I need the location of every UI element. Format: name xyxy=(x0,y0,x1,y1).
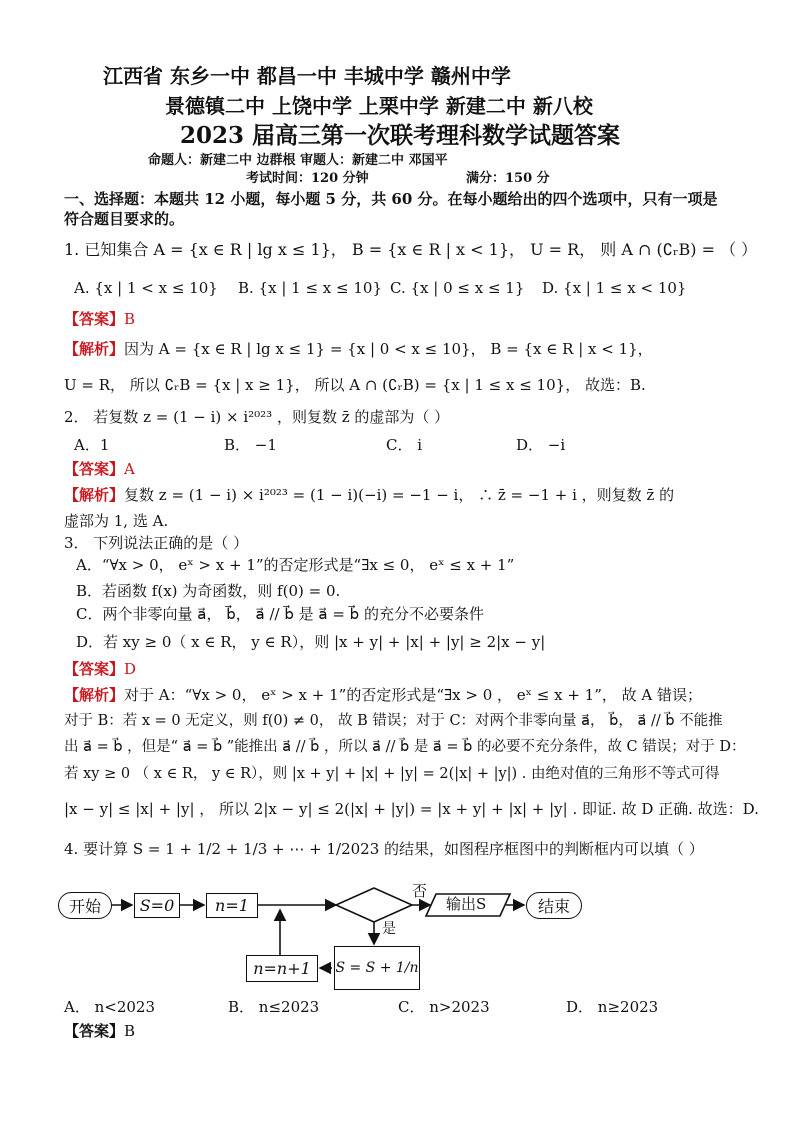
q2-option-a: A．1 xyxy=(74,436,110,454)
q3-option-c: C．两个非零向量 a⃗， b⃗， a⃗ // b⃗ 是 a⃗ = b⃗ 的充分不必要条件 xyxy=(76,605,484,623)
answer-tag: 【答案】 xyxy=(64,310,125,328)
flow-end-terminal: 结束 xyxy=(526,892,582,919)
q1-option-d: D. {x | 1 ≤ x < 10} xyxy=(542,279,687,297)
q3-option-a: A．“∀x > 0， eˣ > x + 1”的否定形式是“∃x ≤ 0， eˣ ≤ x + 1” xyxy=(76,556,515,574)
schools-line-1: 江西省 东乡一中 都昌一中 丰城中学 赣州中学 xyxy=(103,64,511,88)
flow-yes-label: 是 xyxy=(382,921,396,937)
flow-update-s: S = S + 1/n xyxy=(334,946,420,990)
q3-analysis-2: 对于 B：若 x = 0 无定义，则 f(0) ≠ 0， 故 B 错误；对于 C：对两个非零向量 a⃗， b⃗， a⃗ // b⃗ 不能推 xyxy=(64,713,723,729)
q2-analysis-2: 虚部为 1, 选 A. xyxy=(64,512,169,530)
q1-option-c: C. {x | 0 ≤ x ≤ 1} xyxy=(390,279,525,297)
q4-option-a: A． n<2023 xyxy=(64,998,156,1016)
analysis-tag: 【解析】 xyxy=(64,686,125,704)
answer-tag: 【答案】 xyxy=(64,660,125,678)
q3-option-d: D．若 xy ≥ 0（ x ∈ R， y ∈ R），则 |x + y| + |x| + |y| ≥ 2|x − y| xyxy=(76,633,546,651)
flow-no-label: 否 xyxy=(412,882,428,900)
q4-option-d: D． n≥2023 xyxy=(566,998,659,1016)
q2-option-b: B． −1 xyxy=(224,436,277,454)
answer-value: B xyxy=(124,1022,136,1040)
decision-diamond xyxy=(336,888,412,922)
q3-option-b: B．若函数 f(x) 为奇函数，则 f(0) = 0. xyxy=(76,582,341,600)
answer-tag: 【答案】 xyxy=(64,1022,125,1040)
flow-init-s: S=0 xyxy=(134,893,180,918)
flow-update-n: n=n+1 xyxy=(246,955,318,982)
analysis-tag: 【解析】 xyxy=(64,340,125,358)
analysis-text: 对于 A：“∀x > 0， eˣ > x + 1”的否定形式是“∃x > 0 ， eˣ ≤ x + 1”， 故 A 错误； xyxy=(124,686,703,704)
section-heading-line-2: 符合题目要求的。 xyxy=(64,210,185,228)
exam-time: 考试时间：120 分钟 xyxy=(246,171,369,186)
page-title: 2023 届高三第一次联考理科数学试题答案 xyxy=(180,122,621,149)
answer-tag: 【答案】 xyxy=(64,460,125,478)
answer-value: D xyxy=(124,660,137,678)
q1-stem: 1. 已知集合 A = {x ∈ R | lg x ≤ 1}， B = {x ∈ R | x < 1}， U = R， 则 A ∩ (∁ᵣB) = （ ） xyxy=(64,240,758,259)
q3-analysis-4: 若 xy ≥ 0 （ x ∈ R， y ∈ R），则 |x + y| + |x| + |y| = 2(|x| + |y|) . 由绝对值的三角形不等式可得 xyxy=(64,766,720,782)
answer-value: A xyxy=(124,460,135,478)
q4-option-b: B． n≤2023 xyxy=(228,998,320,1016)
q3-stem: 3． 下列说法正确的是（ ） xyxy=(64,534,249,552)
section-heading-line-1: 一、选择题：本题共 12 小题，每小题 5 分，共 60 分。在每小题给出的四个选项中，只有一项是 xyxy=(64,190,718,208)
q1-option-b: B. {x | 1 ≤ x ≤ 10} xyxy=(238,279,382,297)
q4-answer xyxy=(64,1024,135,1039)
answer-value: B xyxy=(124,310,136,328)
flow-init-n: n=1 xyxy=(206,893,258,918)
q1-option-a: A. {x | 1 < x ≤ 10} xyxy=(74,279,218,297)
full-score: 满分：150 分 xyxy=(466,171,550,186)
analysis-tag: 【解析】 xyxy=(64,486,125,504)
q3-analysis-3: 出 a⃗ = b⃗ ，但是“ a⃗ = b⃗ ”能推出 a⃗ // b⃗ ，所以 a⃗ // b⃗ 是 a⃗ = b⃗ 的必要不充分条件，故 C 错误；对于 D： xyxy=(64,739,746,755)
q1-analysis-2: U = R， 所以 ∁ᵣB = {x | x ≥ 1}， 所以 A ∩ (∁ᵣB) = {x | 1 ≤ x ≤ 10}， 故选：B. xyxy=(64,376,646,394)
q4-option-c: C． n>2023 xyxy=(398,998,490,1016)
q2-option-d: D． −i xyxy=(516,436,566,454)
q3-analysis-5: |x − y| ≤ |x| + |y| ， 所以 2|x − y| ≤ 2(|x| + |y|) = |x + y| + |x| + |y| . 即证. 故 D 正确. 故选：D. xyxy=(64,800,759,818)
q4-stem: 4. 要计算 S = 1 + 1/2 + 1/3 + ⋯ + 1/2023 的结果，如图程序框图中的判断框内可以填（ ） xyxy=(64,840,704,858)
q2-stem: 2． 若复数 z = (1 − i) × i²⁰²³ ，则复数 z̄ 的虚部为（ ） xyxy=(64,408,450,426)
analysis-text: 复数 z = (1 − i) × i²⁰²³ = (1 − i)(−i) = −1 − i， ∴ z̄ = −1 + i ，则复数 z̄ 的 xyxy=(124,486,675,504)
q2-option-c: C． i xyxy=(386,436,423,454)
analysis-text: 因为 A = {x ∈ R | lg x ≤ 1} = {x | 0 < x ≤ 10}， B = {x ∈ R | x < 1}， xyxy=(124,340,653,358)
authors-line: 命题人：新建二中 边群根 审题人：新建二中 邓国平 xyxy=(148,153,448,168)
schools-line-2: 景德镇二中 上饶中学 上栗中学 新建二中 新八校 xyxy=(165,94,593,118)
flow-start-terminal: 开始 xyxy=(58,892,112,919)
flow-output: 输出S xyxy=(446,895,487,913)
